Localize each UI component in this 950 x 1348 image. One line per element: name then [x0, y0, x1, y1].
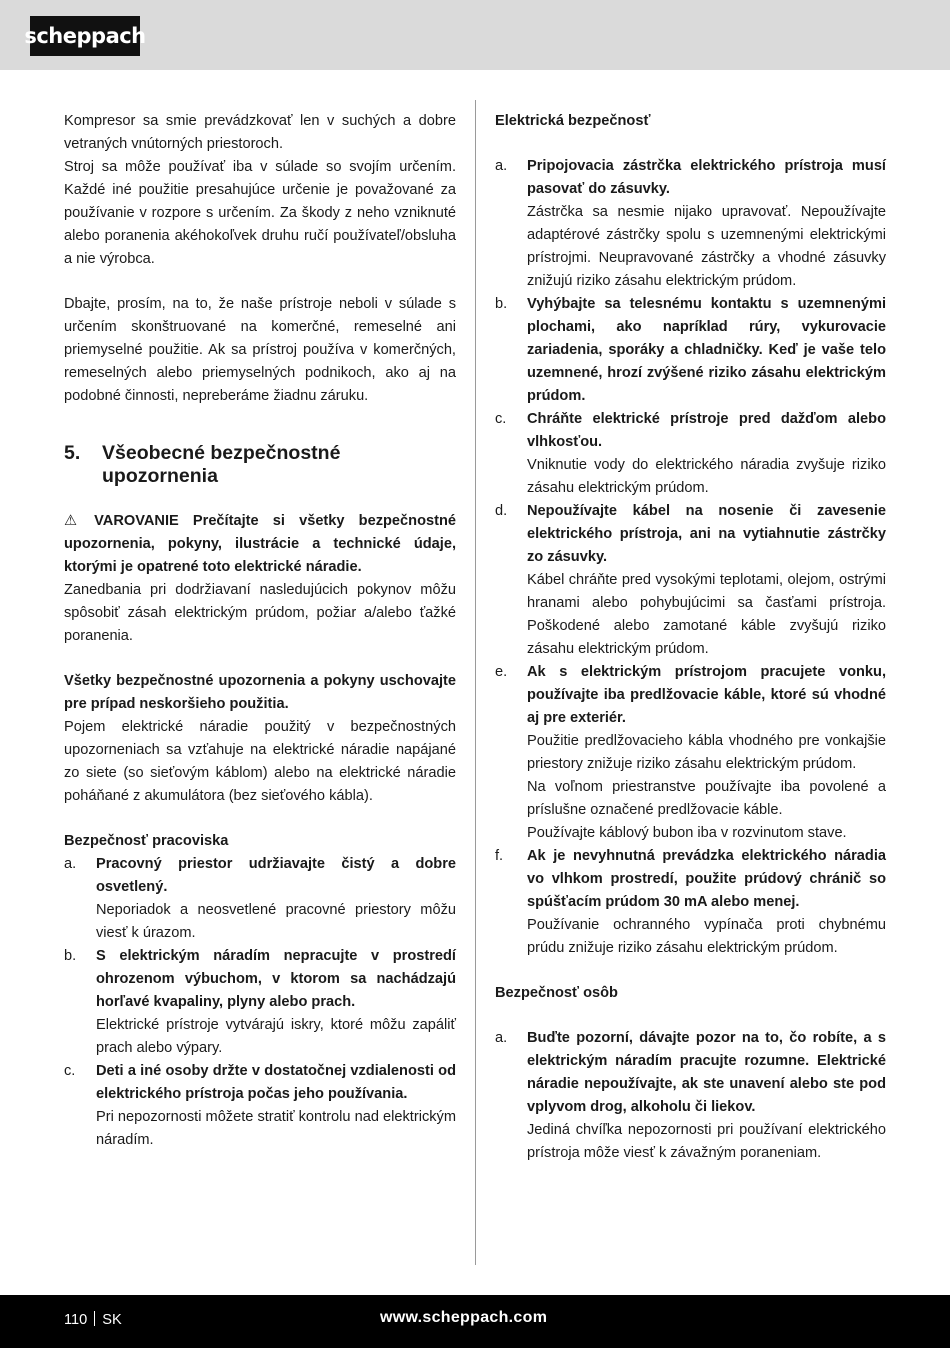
electrical-safety-list [495, 155, 886, 960]
list-item-instruction: Pripojovacia zástrčka elektrického prístroja musí pasovať do zásuvky. [527, 158, 886, 197]
list-item [64, 1060, 456, 1152]
list-marker: b. [64, 948, 77, 964]
list-item-body [527, 293, 886, 408]
list-item-explanation: Jediná chvíľka nepozornosti pri používaní elektrického prístroja môže viesť k závažným poraneniam. [527, 1122, 886, 1161]
list-item [495, 1027, 886, 1165]
list-item-instruction: Pracovný priestor udržiavajte čistý a dobre osvetlený. [96, 856, 456, 895]
list-item-body [527, 1027, 886, 1165]
scheppach-logo: scheppach [30, 16, 140, 56]
list-item-explanation: Používanie ochranného vypínača proti chybnému prúdu znižuje riziko zásahu elektrickým prúdom. [527, 917, 886, 956]
work-area-list [64, 853, 456, 1152]
list-marker: a. [495, 158, 508, 174]
section-number: 5. [64, 442, 81, 464]
left-column [64, 110, 456, 1152]
list-item-instruction: S elektrickým náradím nepracujte v prostredí ohrozenom výbuchom, v ktorom sa nachádzajú horľavé kvapaliny, plyny alebo prach. [96, 948, 456, 1010]
list-marker: d. [495, 503, 508, 519]
intro-paragraph-3: Dbajte, prosím, na to, že naše prístroje neboli v súlade s určením skonštruované na komerčné, remeselné ani priemyselné použitie. Ak sa prístroj používa v komerčných, remeselných alebo priemyselných podnikoch, ako aj na podobné činnosti, nepreberáme žiadnu záruku. [64, 296, 456, 404]
list-item-explanation: Používajte káblový bubon iba v rozvinutom stave. [527, 825, 847, 841]
warning-triangle-icon: ⚠ [64, 513, 78, 529]
list-item-explanation: Neporiadok a neosvetlené pracovné priestory môžu viesť k úrazom. [96, 902, 456, 941]
list-item-instruction: Deti a iné osoby držte v dostatočnej vzdialenosti od elektrického prístroja počas jeho používania. [96, 1063, 456, 1102]
website-link[interactable]: www.scheppach.com [380, 1309, 548, 1326]
list-item-instruction: Vyhýbajte sa telesnému kontaktu s uzemnenými plochami, ako napríklad rúry, vykurovacie zariadenia, sporáky a chladničky. Keď je vaše telo uzemnené, hrozí zvýšené riziko zásahu elektrickým prúdom. [527, 296, 886, 404]
list-item-body [527, 155, 886, 293]
list-item-explanation: Na voľnom priestranstve používajte iba povolené a príslušne označené predlžovacie káble. [527, 779, 886, 818]
header-bar [0, 0, 950, 70]
list-item-explanation: Kábel chráňte pred vysokými teplotami, olejom, ostrými hranami alebo pohybujúcimi sa časťami prístroja. Poškodené alebo zamotané káble zvyšujú riziko zásahu elektrickým prúdom. [527, 572, 886, 657]
list-marker: a. [495, 1030, 508, 1046]
list-item [495, 661, 886, 845]
column-divider [475, 100, 476, 1265]
list-item-instruction: Chráňte elektrické prístroje pred dažďom alebo vlhkosťou. [527, 411, 886, 450]
section-title: Všeobecné bezpečnostné upozornenia [102, 442, 341, 487]
personal-safety-heading: Bezpečnosť osôb [495, 985, 618, 1001]
list-item-body [527, 845, 886, 960]
list-item-explanation: Použitie predlžovacieho kábla vhodného pre vonkajšie priestory znižuje riziko zásahu elektrickým prúdom. [527, 733, 886, 772]
list-item-explanation: Elektrické prístroje vytvárajú iskry, ktoré môžu zapáliť prach alebo výpary. [96, 1017, 456, 1056]
list-item [495, 293, 886, 408]
list-marker: f. [495, 848, 504, 864]
list-item-explanation: Pri nepozornosti môžete stratiť kontrolu nad elektrickým náradím. [96, 1109, 456, 1148]
list-marker: a. [64, 856, 77, 872]
list-item-body [96, 853, 456, 945]
list-item [64, 945, 456, 1060]
list-item [495, 408, 886, 500]
page-info [64, 1311, 122, 1328]
list-item-explanation: Zástrčka sa nesmie nijako upravovať. Nepoužívajte adaptérové zástrčky spolu s uzemnenými elektrickými prístrojmi. Neupravované zástrčky a vhodné zásuvky znižujú riziko zásahu elektrickým prúdom. [527, 204, 886, 289]
list-item-body [96, 945, 456, 1060]
warning-text: Zanedbania pri dodržiavaní nasledujúcich pokynov môžu spôsobiť zásah elektrickým prúdom, požiar a/alebo ťažké poranenia. [64, 582, 456, 644]
list-marker: c. [64, 1063, 76, 1079]
list-item-body [527, 500, 886, 661]
list-marker: b. [495, 296, 508, 312]
list-item-instruction: Ak je nevyhnutná prevádzka elektrického náradia vo vlhkom prostredí, použite prúdový chránič so spúšťacím prúdom 30 mA alebo menej. [527, 848, 886, 910]
footer-bar [0, 1295, 950, 1348]
intro-paragraph-1: Kompresor sa smie prevádzkovať len v suchých a dobre vetraných vnútorných priestoroch. [64, 113, 456, 152]
page-number: 110 [64, 1312, 88, 1328]
list-item-explanation: Vniknutie vody do elektrického náradia zvyšuje riziko zásahu elektrickým prúdom. [527, 457, 886, 496]
list-item [495, 155, 886, 293]
electrical-safety-heading: Elektrická bezpečnosť [495, 113, 651, 129]
list-item-body [527, 408, 886, 500]
list-item [64, 853, 456, 945]
list-item [495, 500, 886, 661]
list-item-instruction: Buďte pozorní, dávajte pozor na to, čo robíte, a s elektrickým náradím pracujte rozumne. Elektrické náradie nepoužívajte, ak ste unavení alebo ste pod vplyvom drog, alkoholu či liekov. [527, 1030, 886, 1115]
warning-bold-text: VAROVANIE Prečítajte si všetky bezpečnostné upozornenia, pokyny, ilustrácie a technické údaje, ktorými je opatrené toto elektrické náradie. [64, 513, 456, 575]
list-marker: c. [495, 411, 507, 427]
list-item-instruction: Nepoužívajte kábel na nosenie či zavesenie elektrického prístroja, ani na vytiahnutie zástrčky zo zásuvky. [527, 503, 886, 565]
list-item-body [96, 1060, 456, 1152]
section-heading [64, 442, 456, 488]
personal-safety-list [495, 1027, 886, 1165]
list-item [495, 845, 886, 960]
list-marker: e. [495, 664, 508, 680]
keep-instructions-text: Pojem elektrické náradie použitý v bezpečnostných upozorneniach sa vzťahuje na elektrické náradie napájané zo siete (so sieťovým káblom) alebo na elektrické náradie poháňané z akumulátora (bez sieťového kábla). [64, 719, 456, 804]
work-area-heading: Bezpečnosť pracoviska [64, 833, 229, 849]
language-code: SK [102, 1312, 122, 1328]
warning-block [64, 510, 456, 579]
intro-paragraph-2: Stroj sa môže používať iba v súlade so svojím určením. Každé iné použitie presahujúce určenie je považované za používanie v rozpore s určením. Za škody z neho vzniknuté alebo poranenia akéhokoľvek druhu ručí používateľ/obsluha a nie výrobca. [64, 159, 456, 267]
right-column [495, 110, 886, 1165]
keep-instructions-bold: Všetky bezpečnostné upozornenia a pokyny uschovajte pre prípad neskoršieho použitia. [64, 673, 456, 712]
list-item-instruction: Ak s elektrickým prístrojom pracujete vonku, používajte iba predlžovacie káble, ktoré sú vhodné aj pre exteriér. [527, 664, 886, 726]
list-item-body [527, 661, 886, 845]
